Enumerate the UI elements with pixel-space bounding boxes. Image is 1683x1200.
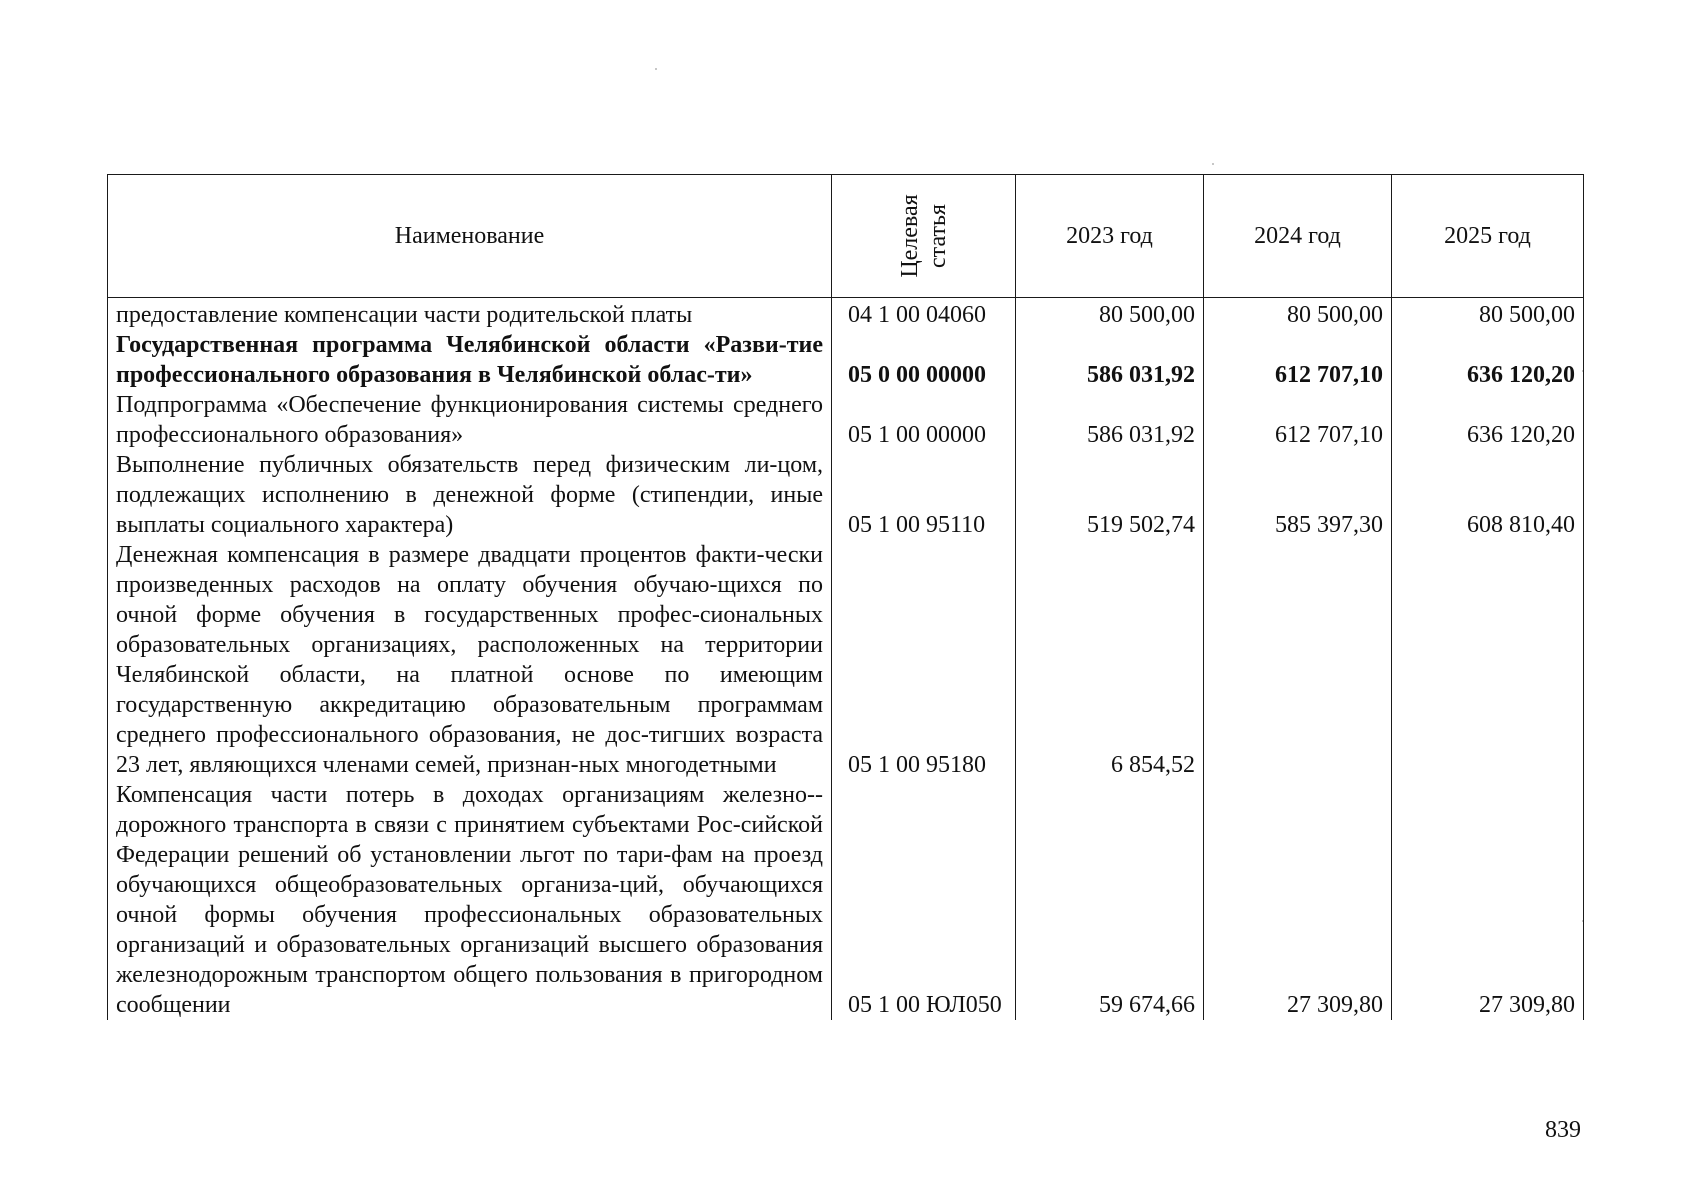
header-year-2025: 2025 год xyxy=(1392,175,1584,298)
row-target-article-cell: 05 1 00 95110 xyxy=(832,450,1016,540)
row-target-article-cell: 05 1 00 95180 xyxy=(832,540,1016,780)
row-value-2024-cell: 612 707,10 xyxy=(1204,330,1392,390)
header-year-2023: 2023 год xyxy=(1016,175,1204,298)
row-value-2025-cell: 27 309,80 xyxy=(1392,780,1584,1020)
page-number: 839 xyxy=(1545,1117,1581,1143)
row-target-article-cell: 04 1 00 04060 xyxy=(832,298,1016,331)
row-value-2024-cell: 585 397,30 xyxy=(1204,450,1392,540)
table-row xyxy=(108,330,1584,390)
row-value-2024-cell xyxy=(1204,540,1392,780)
header-target-article xyxy=(832,175,1016,298)
table-header-row xyxy=(108,175,1584,298)
row-value-2023-cell: 59 674,66 xyxy=(1016,780,1204,1020)
scan-speck xyxy=(655,68,657,70)
table-row xyxy=(108,450,1584,540)
scan-speck xyxy=(1212,163,1214,165)
row-target-article-cell: 05 0 00 00000 xyxy=(832,330,1016,390)
row-name-cell: Подпрограмма «Обеспечение функционирования системы среднего профессионального образования» xyxy=(108,390,832,450)
row-value-2025-cell: 80 500,00 xyxy=(1392,298,1584,331)
header-name: Наименование xyxy=(108,175,832,298)
table-row xyxy=(108,540,1584,780)
row-value-2024-cell: 80 500,00 xyxy=(1204,298,1392,331)
table-row xyxy=(108,390,1584,450)
row-name-cell: Выполнение публичных обязательств перед физическим ли-цом, подлежащих исполнению в денежной форме (стипендии, иные выплаты социального характера) xyxy=(108,450,832,540)
row-name-cell: Денежная компенсация в размере двадцати процентов факти-чески произведенных расходов на оплату обучения обучаю-щихся по очной форме обучения в государственных профес-сиональных образовательных организациях, расположенных на территории Челябинской области, на платной основе по имеющим государственную аккредитацию образовательным программам среднего профессионального образования, не дос-тигших возраста 23 лет, являющихся членами семей, признан-ных многодетными xyxy=(108,540,832,780)
row-value-2025-cell xyxy=(1392,540,1584,780)
header-year-2024: 2024 год xyxy=(1204,175,1392,298)
row-value-2025-cell: 636 120,20 xyxy=(1392,330,1584,390)
row-value-2025-cell: 608 810,40 xyxy=(1392,450,1584,540)
table-row xyxy=(108,780,1584,1020)
row-value-2023-cell: 586 031,92 xyxy=(1016,330,1204,390)
row-target-article-cell: 05 1 00 00000 xyxy=(832,390,1016,450)
row-value-2023-cell: 519 502,74 xyxy=(1016,450,1204,540)
row-target-article-cell: 05 1 00 ЮЛ050 xyxy=(832,780,1016,1020)
row-value-2024-cell: 612 707,10 xyxy=(1204,390,1392,450)
row-name-cell: предоставление компенсации части родительской платы xyxy=(108,298,832,331)
table-row xyxy=(108,298,1584,331)
row-value-2024-cell: 27 309,80 xyxy=(1204,780,1392,1020)
table-body xyxy=(108,298,1584,1021)
row-value-2025-cell: 636 120,20 xyxy=(1392,390,1584,450)
budget-table xyxy=(107,174,1584,1020)
row-value-2023-cell: 80 500,00 xyxy=(1016,298,1204,331)
row-name-cell: Компенсация части потерь в доходах организациям железно-дорожного транспорта в связи с принятием субъектами Рос-сийской Федерации решений об установлении льгот по тари-фам на проезд обучающихся общеобразовательных организа-ций, обучающихся очной формы обучения профессиональных образовательных организаций и образовательных организаций высшего образования железнодорожным транспортом общего пользования в пригородном сообщении xyxy=(108,780,832,1020)
row-name-cell: Государственная программа Челябинской области «Разви-тие профессионального образования в Челябинской облас-ти» xyxy=(108,330,832,390)
row-value-2023-cell: 6 854,52 xyxy=(1016,540,1204,780)
row-value-2023-cell: 586 031,92 xyxy=(1016,390,1204,450)
header-target-article-label: Целевая статья xyxy=(896,194,951,278)
